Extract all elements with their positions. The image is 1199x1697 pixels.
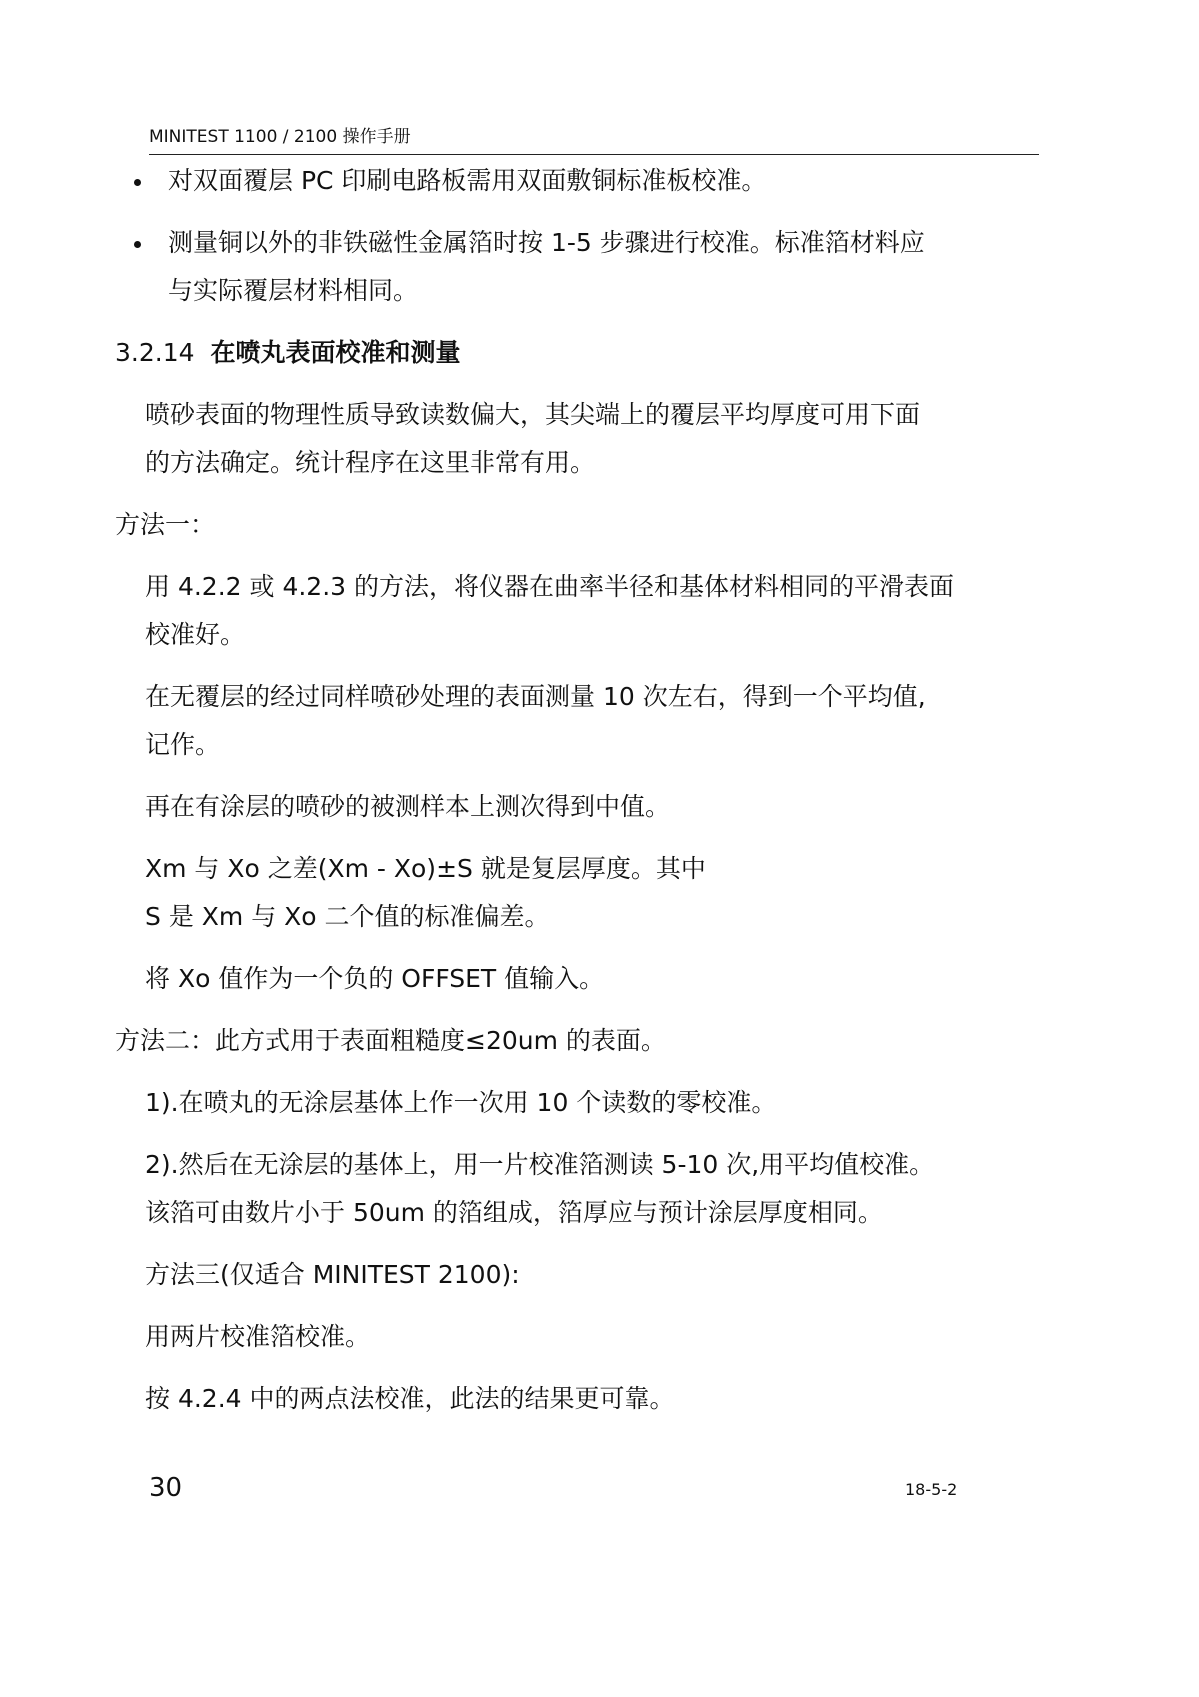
- section-number: 3.2.14: [115, 338, 195, 367]
- method-3-para-1-line-1: 用两片校准箔校准。: [145, 1322, 371, 1351]
- bullet-dot: [134, 241, 141, 248]
- bullet-dot: [134, 179, 141, 186]
- method-1-para-3-line-1: 再在有涂层的喷砂的被测样本上测次得到中值。: [145, 792, 671, 821]
- header-title: MINITEST 1100 / 2100 操作手册: [149, 127, 411, 147]
- method-3-heading: 方法三(仅适合 MINITEST 2100):: [145, 1260, 520, 1289]
- bullet-2-line-1: 测量铜以外的非铁磁性金属箔时按 1-5 步骤进行校准。标准箔材料应: [168, 228, 925, 257]
- page-number: 30: [149, 1473, 183, 1503]
- method-3-para-2-line-1: 按 4.2.4 中的两点法校准，此法的结果更可靠。: [145, 1384, 675, 1413]
- method-1-para-1-line-2: 校准好。: [145, 620, 246, 649]
- method-1-para-2-line-2: 记作。: [145, 730, 221, 759]
- section-heading: [115, 337, 460, 369]
- method-1-para-4-line-1: Xm 与 Xo 之差(Xm - Xo)±S 就是复层厚度。其中: [145, 854, 706, 883]
- method-2-para-1-line-1: 1).在喷丸的无涂层基体上作一次用 10 个读数的零校准。: [145, 1088, 777, 1117]
- method-1-para-4-line-2: S 是 Xm 与 Xo 二个值的标准偏差。: [145, 902, 550, 931]
- bullet-2-line-2: 与实际覆层材料相同。: [168, 276, 419, 305]
- method-2-para-2-line-1: 2).然后在无涂层的基体上，用一片校准箔测读 5-10 次,用平均值校准。: [145, 1150, 935, 1179]
- method-1-para-2-line-1: 在无覆层的经过同样喷砂处理的表面测量 10 次左右，得到一个平均值,: [145, 682, 926, 711]
- method-2-para-2-line-2: 该箔可由数片小于 50um 的箔组成，箔厚应与预计涂层厚度相同。: [145, 1198, 883, 1227]
- method-2-heading: 方法二：此方式用于表面粗糙度≤20um 的表面。: [115, 1026, 666, 1055]
- method-1-para-5-line-1: 将 Xo 值作为一个负的 OFFSET 值输入。: [145, 964, 605, 993]
- method-1-para-1-line-1: 用 4.2.2 或 4.2.3 的方法，将仪器在曲率半径和基体材料相同的平滑表面: [145, 572, 955, 601]
- intro-line-1: 喷砂表面的物理性质导致读数偏大，其尖端上的覆层平均厚度可用下面: [145, 400, 921, 429]
- footer-date: 18-5-2: [905, 1480, 958, 1499]
- method-1-heading: 方法一：: [115, 510, 216, 539]
- page-header: [149, 124, 1039, 155]
- section-title: 在喷丸表面校准和测量: [210, 338, 461, 367]
- intro-line-2: 的方法确定。统计程序在这里非常有用。: [145, 448, 596, 477]
- bullet-1-line-1: 对双面覆层 PC 印刷电路板需用双面敷铜标准板校准。: [168, 166, 767, 195]
